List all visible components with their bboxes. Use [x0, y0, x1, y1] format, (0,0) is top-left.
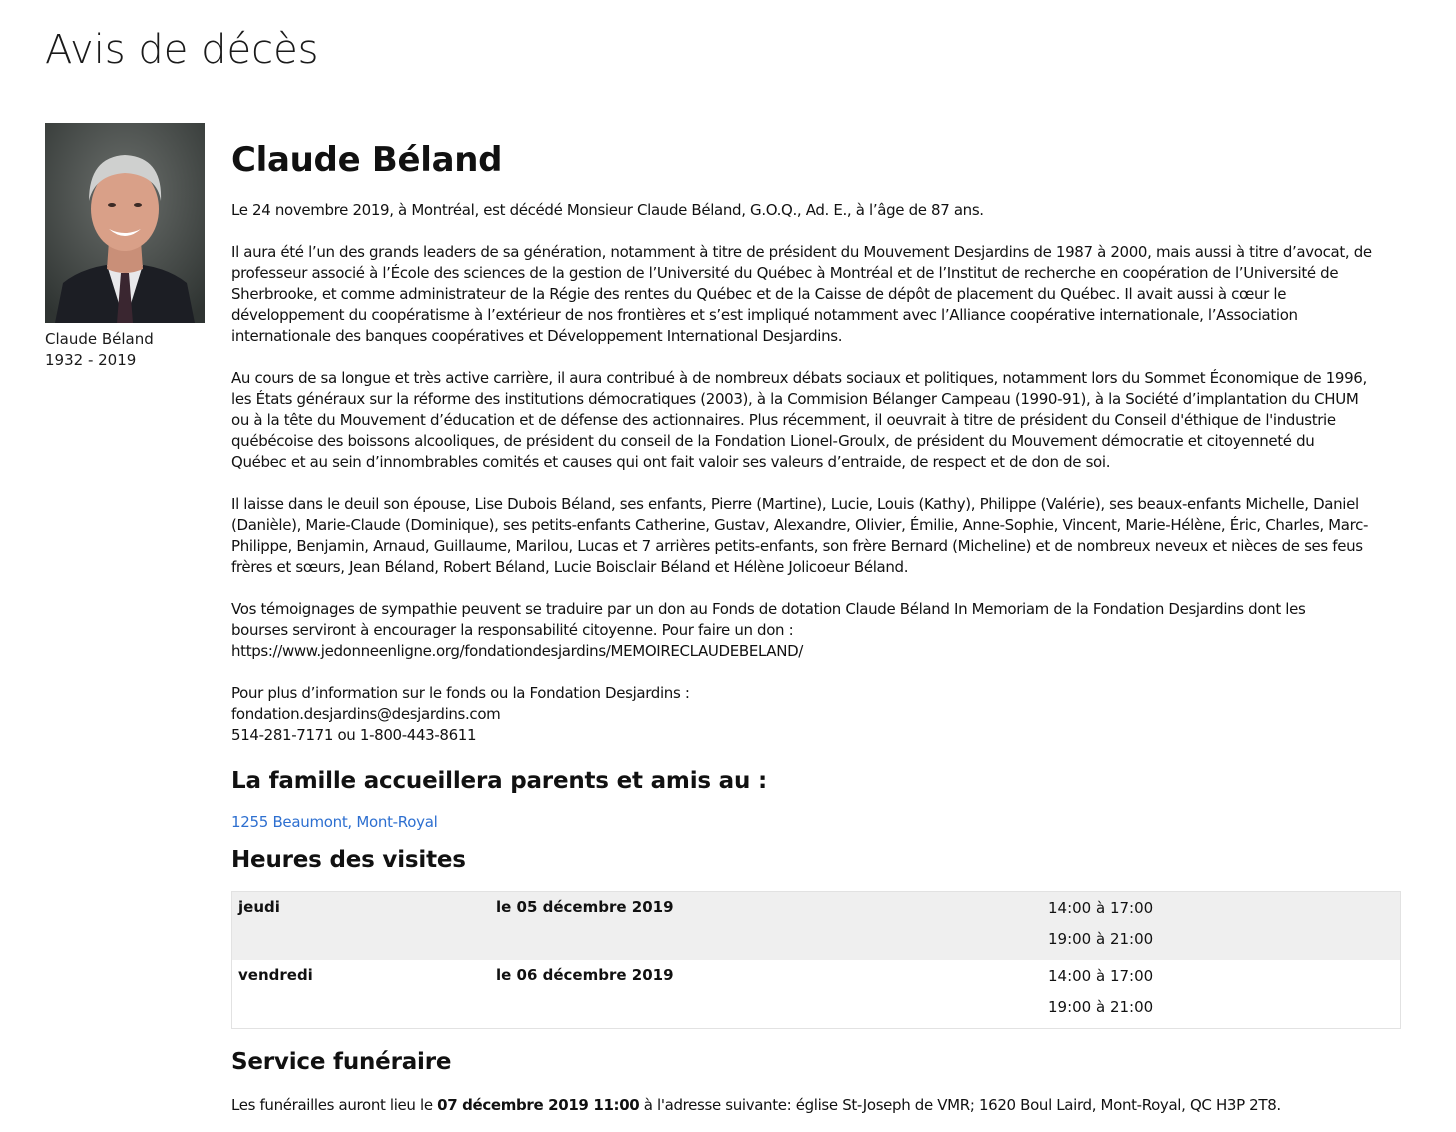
paragraph-line: internationale des banques coopératives et Développement International Desjardins. — [231, 327, 843, 345]
visit-time-slot: 14:00 à 17:00 — [1048, 899, 1154, 917]
page-heading: Avis de décès — [45, 27, 319, 73]
visit-times — [1048, 892, 1401, 961]
caption-years: 1932 - 2019 — [45, 351, 137, 369]
sidebar — [45, 123, 205, 371]
paragraph-line: professeur associé à l’École des sciences de la gestion de l’Université du Québec à Montréal et de l’Institut de recherche en coopération de l’Université de — [231, 264, 1339, 282]
paragraph-line: Québec et au sein d’innombrables comités et causes qui ont fait valoir ses valeurs d’entraide, de respect et de don de soi. — [231, 453, 1111, 471]
visit-time-slot: 19:00 à 21:00 — [1048, 998, 1154, 1016]
service-suffix: à l'adresse suivante: église St-Joseph de VMR; 1620 Boul Laird, Mont-Royal, QC H3P 2T8. — [639, 1096, 1281, 1114]
paragraph-line: les États généraux sur la réforme des institutions démocratiques (2003), à la Commision Bélanger Campeau (1990-91), à la Société d’implantation du CHUM — [231, 390, 1359, 408]
portrait-photo — [45, 123, 205, 323]
service-datetime: 07 décembre 2019 11:00 — [437, 1096, 640, 1114]
contact-phone: 514-281-7171 ou 1-800-443-8611 — [231, 726, 477, 744]
paragraph-line: Sherbrooke, et comme administrateur de la Régie des rentes du Québec et de la Caisse de dépôt de placement du Québec. Il avait aussi à cœur le — [231, 285, 1287, 303]
visit-date: le 06 décembre 2019 — [496, 966, 674, 984]
paragraph-line: Philippe, Benjamin, Arnaud, Guillaume, Marilou, Lucas et 7 arrières petits-enfants, son frère Bernard (Micheline) et de nombreux neveux et nièces de ses feus — [231, 537, 1363, 555]
paragraph-line: bourses serviront à encourager la responsabilité citoyenne. Pour faire un don : — [231, 621, 794, 639]
visit-times — [1048, 960, 1401, 1029]
portrait-caption — [45, 329, 205, 371]
service-prefix: Les funérailles auront lieu le — [231, 1096, 438, 1114]
donation-url: https://www.jedonneenligne.org/fondationdesjardins/MEMOIRECLAUDEBELAND/ — [231, 642, 803, 660]
visits-title: Heures des visites — [231, 847, 466, 873]
paragraph-line: Au cours de sa longue et très active carrière, il aura contribué à de nombreux débats sociaux et politiques, notamment lors du Sommet Économique de 1996, — [231, 369, 1367, 387]
paragraph-line: Il aura été l’un des grands leaders de sa génération, notamment à titre de président du Mouvement Desjardins de 1987 à 2000, mais aussi à titre d’avocat, de — [231, 243, 1372, 261]
visit-time-slot: 19:00 à 21:00 — [1048, 930, 1154, 948]
caption-name: Claude Béland — [45, 330, 154, 348]
paragraph-line: Pour plus d’information sur le fonds ou la Fondation Desjardins : — [231, 684, 690, 702]
family-paragraph — [231, 494, 1403, 578]
service-paragraph — [231, 1095, 1403, 1116]
intro-paragraph: Le 24 novembre 2019, à Montréal, est décédé Monsieur Claude Béland, G.O.Q., Ad. E., à l’âge de 87 ans. — [231, 201, 984, 219]
table-row — [232, 892, 1401, 961]
paragraph-line: Vos témoignages de sympathie peuvent se traduire par un don au Fonds de dotation Claude Béland In Memoriam de la Fondation Desjardins dont les — [231, 600, 1306, 618]
service-title: Service funéraire — [231, 1049, 452, 1075]
paragraph-line: (Danièle), Marie-Claude (Dominique), ses petits-enfants Catherine, Gustav, Alexandre, Olivier, Émilie, Anne-Sophie, Vincent, Marie-Hélène, Éric, Charles, Marc- — [231, 516, 1369, 534]
visit-time-slot: 14:00 à 17:00 — [1048, 967, 1154, 985]
info-paragraph — [231, 683, 1403, 746]
reception-title: La famille accueillera parents et amis au : — [231, 768, 767, 794]
visit-date: le 05 décembre 2019 — [496, 892, 1048, 961]
paragraph-line: québécoise des boissons alcooliques, de président du conseil de la Fondation Lionel-Groulx, de président du Mouvement démocratie et citoyenneté du — [231, 432, 1315, 450]
visit-day: vendredi — [238, 966, 313, 984]
table-row — [232, 960, 1401, 1029]
career-paragraph — [231, 242, 1403, 347]
contact-email: fondation.desjardins@desjardins.com — [231, 705, 501, 723]
obituary-main — [231, 134, 1403, 1131]
paragraph-line: ou à la tête du Mouvement d’éducation et de défense des actionnaires. Plus récemment, il oeuvrait à titre de président du Conseil d'éthique de l'industrie — [231, 411, 1336, 429]
visit-day: jeudi — [232, 892, 497, 961]
paragraph-line: Il laisse dans le deuil son épouse, Lise Dubois Béland, ses enfants, Pierre (Martine), Lucie, Louis (Kathy), Philippe (Valérie), ses beaux-enfants Michelle, Daniel — [231, 495, 1359, 513]
donation-paragraph — [231, 599, 1403, 662]
reception-address-link[interactable]: 1255 Beaumont, Mont-Royal — [231, 813, 438, 831]
contributions-paragraph — [231, 368, 1403, 473]
deceased-name: Claude Béland — [231, 140, 503, 180]
visits-table — [231, 891, 1401, 1029]
paragraph-line: développement du coopératisme à l’extérieur de nos frontières et s’est impliqué notamment avec l’Alliance coopérative internationale, l’Association — [231, 306, 1298, 324]
paragraph-line: frères et sœurs, Jean Béland, Robert Béland, Lucie Boisclair Béland et Hélène Jolicoeur Béland. — [231, 558, 909, 576]
